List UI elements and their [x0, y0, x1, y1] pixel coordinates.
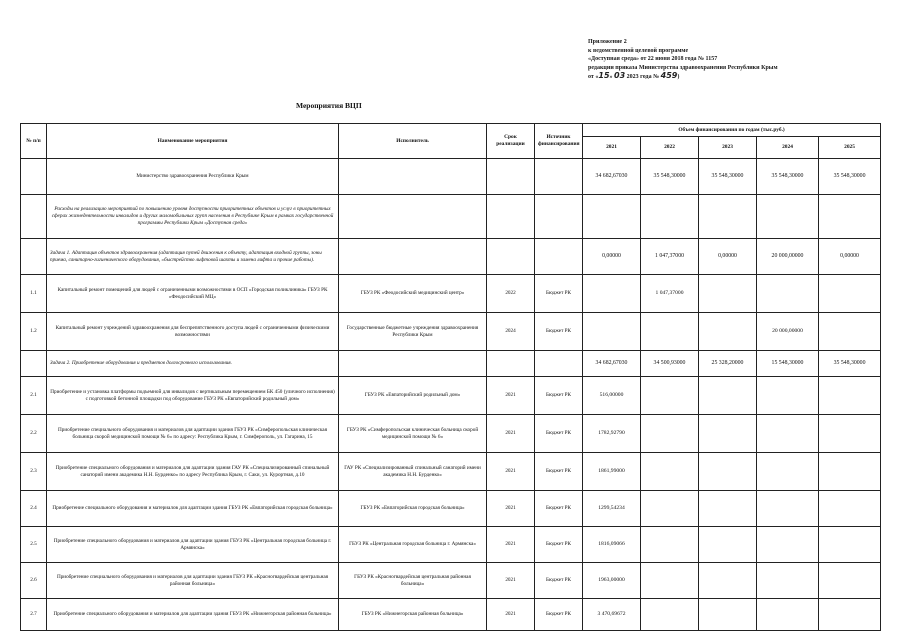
row-value	[583, 275, 641, 313]
row-term: 2021	[487, 453, 535, 491]
row-source: Бюджет РК	[535, 453, 583, 491]
table-row	[21, 453, 881, 491]
appendix-date-mid: »	[609, 74, 613, 80]
header-year: 2021	[583, 137, 641, 159]
row-value: 1861,99000	[583, 453, 641, 491]
appendix-date-year: 2023 года №	[626, 74, 660, 80]
header-year: 2024	[757, 137, 819, 159]
row-num: 2.5	[21, 527, 47, 563]
header-row-1	[21, 124, 881, 137]
row-term: 2021	[487, 599, 535, 631]
row-value	[819, 313, 881, 351]
row-executor: ГБУЗ РК «Феодосийский медицинский центр»	[339, 275, 487, 313]
row-term: 2021	[487, 377, 535, 415]
task2-value: 25 328,20000	[699, 351, 757, 377]
appendix-block	[588, 38, 888, 82]
row-value	[641, 313, 699, 351]
expenses-name: Расходы на реализацию мероприятий по повышению уровня доступности приоритетных объектов и услуг в приоритетных сферах жизнедеятельности инвалидов и других маломобильных групп населения в Республике Крым в рамках государственной программы Республики Крым «Доступная среда»	[47, 195, 339, 239]
task2-name: Задача 2. Приобретение оборудования и предметов долгосрочного использования.	[47, 351, 339, 377]
row-value: 20 000,00000	[757, 313, 819, 351]
row-value	[699, 313, 757, 351]
row-num: 2.4	[21, 491, 47, 527]
header-year: 2022	[641, 137, 699, 159]
ministry-value: 35 548,30000	[819, 159, 881, 195]
task1-value: 1 047,37000	[641, 239, 699, 275]
row-name: Приобретение специального оборудования и материалов для адаптации здания ГБУЗ РК «Красногвардейская центральная районная больница»	[47, 563, 339, 599]
task1-value: 0,00000	[699, 239, 757, 275]
row-source: Бюджет РК	[535, 527, 583, 563]
task2-value: 34 682,67030	[583, 351, 641, 377]
task1-value: 20 000,00000	[757, 239, 819, 275]
row-term: 2024	[487, 313, 535, 351]
row-value: 3 470,69672	[583, 599, 641, 631]
row-term: 2021	[487, 415, 535, 453]
row-value	[699, 275, 757, 313]
row-executor: ГБУЗ РК «Центральная городская больница г. Армянска»	[339, 527, 487, 563]
row-value: 1816,09066	[583, 527, 641, 563]
row-name: Приобретение специального оборудования и материалов для адаптации здания ГБУЗ РК «Симферопольская клиническая больница скорой медицинской помощи № 6» по адресу: Республика Крым, г. Симферополь, ул. Гагарина, 15	[47, 415, 339, 453]
header-num: № п/п	[21, 124, 47, 159]
header-source: Источник финансирования	[535, 124, 583, 159]
row-term: 2021	[487, 527, 535, 563]
row-name: Приобретение и установка платформы подъемной для инвалидов с вертикальным перемещением БК 450 (уличного исполнения) с подготовкой бетонной площадки под оборудование ГБУЗ РК «Евпаторийский родильный дом»	[47, 377, 339, 415]
row-name: Приобретение специального оборудования и материалов для адаптации здания ГАУ РК «Специализированный спинальный санаторий имени академика Н.Н. Бурденко» по адресу Республика Крым, г. Саки, ул. Курортная, д.10	[47, 453, 339, 491]
appendix-date-prefix: от «	[588, 74, 599, 80]
row-value: 1 047,37000	[641, 275, 699, 313]
row-num: 2.2	[21, 415, 47, 453]
appendix-line-3: «Доступная среда» от 22 июня 2018 года № 1157	[588, 56, 718, 62]
row-term: 2021	[487, 563, 535, 599]
row-value: 1782,92790	[583, 415, 641, 453]
handwritten-month: 03	[614, 71, 626, 80]
row-name: Приобретение специального оборудования и материалов для адаптации здания ГБУЗ РК «Центральная городская больница г. Армянска»	[47, 527, 339, 563]
handwritten-day: 15	[598, 71, 610, 80]
row-executor: ГБУЗ РК «Симферопольская клиническая больница скорой медицинской помощи № 6»	[339, 415, 487, 453]
table-row	[21, 527, 881, 563]
row-name: Капитальный ремонт помещений для людей с ограниченными возможностями в ОСП «Городская поликлиника» ГБУЗ РК «Феодосийский МЦ»	[47, 275, 339, 313]
row-value: 516,00000	[583, 377, 641, 415]
row-source: Бюджет РК	[535, 491, 583, 527]
row-source: Бюджет РК	[535, 377, 583, 415]
ministry-value: 34 682,67030	[583, 159, 641, 195]
row-term: 2022	[487, 275, 535, 313]
row-name: Приобретение специального оборудования и материалов для адаптации здания ГБУЗ РК «Евпаторийская городская больница»	[47, 491, 339, 527]
table-row	[21, 563, 881, 599]
row-value: 1299,54234	[583, 491, 641, 527]
row-executor: ГБУЗ РК «Евпаторийский родильный дом»	[339, 377, 487, 415]
row-name: Капитальный ремонт учреждений здравоохранения для беспрепятственного доступа людей с ограниченными физическими возможностями	[47, 313, 339, 351]
table-row	[21, 275, 881, 313]
task2-row	[21, 351, 881, 377]
header-executor: Исполнитель	[339, 124, 487, 159]
task2-value: 35 548,30000	[819, 351, 881, 377]
task1-value: 0,00000	[819, 239, 881, 275]
row-executor: ГБУЗ РК «Красногвардейская центральная районная больница»	[339, 563, 487, 599]
appendix-line-2: к ведомственной целевой программе	[588, 47, 689, 54]
row-value: 1963,00000	[583, 563, 641, 599]
row-num: 2.1	[21, 377, 47, 415]
header-name: Наименование мероприятия	[47, 124, 339, 159]
document-title: Мероприятия ВЦП	[296, 101, 362, 110]
row-executor: ГБУЗ РК «Нижнегорская районная больница»	[339, 599, 487, 631]
row-num: 2.3	[21, 453, 47, 491]
table-row	[21, 599, 881, 631]
task2-value: 34 500,93000	[641, 351, 699, 377]
ministry-name: Министерство здравоохранения Республики Крым	[47, 159, 339, 195]
appendix-line-4: редакции приказа Министерства здравоохранения Республики Крым	[588, 64, 778, 71]
task1-row	[21, 239, 881, 275]
header-funding: Объем финансирования по годам (тыс.руб.)	[583, 124, 881, 137]
appendix-line-5	[588, 72, 888, 82]
row-num: 1.2	[21, 313, 47, 351]
row-value	[819, 275, 881, 313]
ministry-row	[21, 159, 881, 195]
appendix-date-suffix: )	[677, 74, 680, 80]
row-source: Бюджет РК	[535, 599, 583, 631]
appendix-line-1: Приложение 2	[588, 39, 627, 45]
handwritten-number: 459	[660, 71, 678, 80]
ministry-value: 35 548,30000	[641, 159, 699, 195]
row-source: Бюджет РК	[535, 313, 583, 351]
row-value	[757, 275, 819, 313]
task2-value: 15 548,30000	[757, 351, 819, 377]
measures-table	[20, 123, 881, 631]
task1-value: 0,00000	[583, 239, 641, 275]
row-executor: Государственные бюджетные учреждения здравоохранения Республики Крым	[339, 313, 487, 351]
task1-name: Задача 1. Адаптация объектов здравоохранения (адаптация путей движения к объекту, адаптация входной группы, зоны приема, санитарно-гигиенического оборудования, «быстрейство лифтовой шахты и замена лифта и прочие работы).	[47, 239, 339, 275]
expenses-row	[21, 195, 881, 239]
row-term: 2021	[487, 491, 535, 527]
ministry-value: 35 548,30000	[757, 159, 819, 195]
row-executor: ГБУЗ РК «Евпаторийская городская больница»	[339, 491, 487, 527]
ministry-value: 35 548,30000	[699, 159, 757, 195]
row-num: 2.6	[21, 563, 47, 599]
table-row	[21, 313, 881, 351]
table-row	[21, 415, 881, 453]
row-name: Приобретение специального оборудования и материалов для адаптации здания ГБУЗ РК «Нижнегорская районная больница»	[47, 599, 339, 631]
row-value	[583, 313, 641, 351]
table-row	[21, 377, 881, 415]
row-executor: ГАУ РК «Специализированный спинальный санаторий имени академика Н.Н. Бурденко»	[339, 453, 487, 491]
header-year: 2025	[819, 137, 881, 159]
header-year: 2023	[699, 137, 757, 159]
header-term: Срок реализации	[487, 124, 535, 159]
row-source: Бюджет РК	[535, 275, 583, 313]
row-source: Бюджет РК	[535, 563, 583, 599]
table-row	[21, 491, 881, 527]
row-source: Бюджет РК	[535, 415, 583, 453]
row-num: 2.7	[21, 599, 47, 631]
row-num: 1.1	[21, 275, 47, 313]
